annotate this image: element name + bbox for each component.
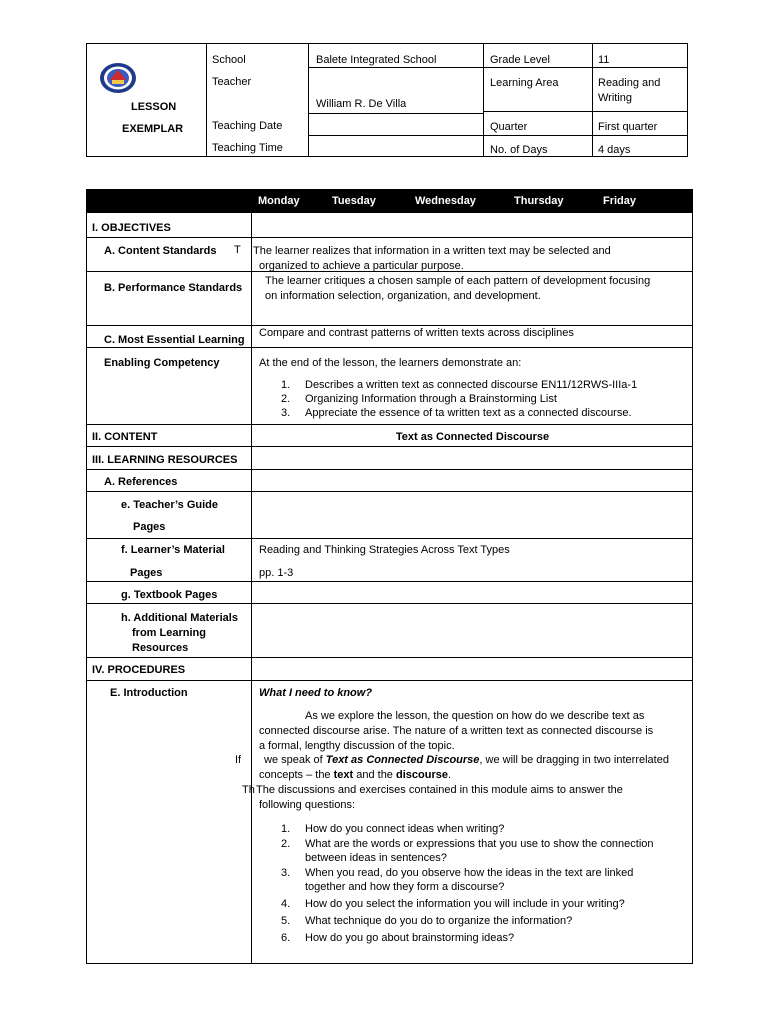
divider [86,491,693,492]
day-wednesday: Wednesday [415,195,476,207]
list-item: 3. When you read, do you observe how the ideas in the text are linked together and how they form a discourse? [281,867,634,893]
content-standards-label: A. Content Standards [104,245,217,257]
performance-standards-label: B. Performance Standards [104,282,243,294]
grade-level-label: Grade Level [490,54,550,66]
questions-list [281,822,691,945]
school-label: School [212,54,246,66]
day-friday: Friday [603,195,637,207]
day-tuesday: Tuesday [332,195,376,207]
objectives-heading: I. OBJECTIVES [92,222,171,234]
learners-material-value: Reading and Thinking Strategies Across Text Types [259,544,510,556]
learning-area-value: Writing [598,92,633,104]
day-thursday: Thursday [514,195,564,207]
paragraph-text: following questions: [259,799,356,811]
list-item: 2. Organizing Information through a Brainstorming List [281,393,557,405]
content-heading: II. CONTENT [92,431,158,443]
performance-standards-text: on information selection, organization, and development. [265,290,541,302]
divider [86,538,693,539]
divider [86,347,693,348]
divider [86,680,693,681]
teaching-time-label: Teaching Time [212,142,283,154]
list-item: 1. Describes a written text as connected discourse EN11/12RWS-IIIa-1 [281,379,638,391]
quarter-value: First quarter [598,121,658,133]
performance-standards-text: The learner critiques a chosen sample of each pattern of development focusing [265,275,651,287]
learning-area-value: Reading and [598,77,661,89]
teacher-value: William R. De Villa [316,98,407,110]
learners-material-pages-value: pp. 1-3 [259,567,294,579]
content-standards-text: The learner realizes that information in a written text may be selected and [253,245,611,257]
divider [483,43,484,157]
divider [86,237,693,238]
days-value: 4 days [598,144,631,156]
divider [86,469,693,470]
divider [592,43,593,157]
learners-material-pages-label: Pages [130,567,163,579]
enabling-label: Enabling Competency [104,357,220,369]
paragraph-text: The discussions and exercises contained in this module aims to answer the [256,784,623,796]
content-value: Text as Connected Discourse [395,431,550,443]
learning-area-label: Learning Area [490,77,559,89]
additional-materials-label: from Learning [132,627,206,639]
list-item: 6. How do you go about brainstorming ideas? [281,932,515,944]
stray-prefix: Th [242,784,255,796]
paragraph-text: a formal, lengthy discussion of the topic. [259,740,455,752]
divider [308,135,688,136]
list-item: 5. What technique do you do to organize the information? [281,915,573,927]
divider [308,113,483,114]
school-value: Balete Integrated School [316,54,437,66]
procedures-heading: IV. PROCEDURES [92,664,186,676]
quarter-label: Quarter [490,121,528,133]
divider [86,581,693,582]
paragraph-text: we speak of Text as Connected Discourse, we will be dragging in two interrelated [264,754,669,766]
day-monday: Monday [258,195,300,207]
list-item: 1. How do you connect ideas when writing? [281,823,505,835]
days-header-row [86,189,693,213]
list-item: 3. Appreciate the essence of ta written text as a connected discourse. [281,407,632,419]
teacher-label: Teacher [212,76,252,88]
melc-text: Compare and contrast patterns of written texts across disciplines [259,327,574,339]
list-item: 4. How do you select the information you will include in your writing? [281,898,625,910]
resources-heading: III. LEARNING RESOURCES [92,454,238,466]
divider [308,67,688,68]
introduction-title: What I need to know? [259,687,373,699]
stray-prefix: If [235,754,242,766]
divider [86,424,693,425]
lesson-label: LESSON [131,101,177,113]
textbook-pages-label: g. Textbook Pages [121,589,218,601]
exemplar-label: EXEMPLAR [122,123,184,135]
divider [308,43,309,157]
paragraph-text: concepts – the text and the discourse. [259,769,452,781]
paragraph-text: connected discourse arise. The nature of a written text as connected discourse is [259,725,654,737]
divider [86,446,693,447]
divider [86,603,693,604]
list-item: 2. What are the words or expressions that you use to show the connection between ideas in sentences? [281,838,654,864]
teaching-date-label: Teaching Date [212,120,283,132]
paragraph-text: As we explore the lesson, the question on how do we describe text as [305,710,645,722]
school-seal-icon [98,61,138,95]
introduction-label: E. Introduction [110,687,188,699]
divider [483,111,688,112]
teachers-guide-label: e. Teacher’s Guide [121,499,219,511]
enabling-intro: At the end of the lesson, the learners demonstrate an: [259,357,522,369]
grade-level-value: 11 [598,54,610,66]
learners-material-label: f. Learner’s Material [121,544,225,556]
content-standards-text: organized to achieve a particular purpose. [259,260,464,272]
divider [86,657,693,658]
teachers-guide-pages-label: Pages [133,521,166,533]
references-label: A. References [104,476,178,488]
divider [206,43,207,157]
stray-char: T [234,244,241,256]
enabling-list [281,378,637,420]
additional-materials-label: Resources [132,642,189,654]
days-label: No. of Days [490,144,548,156]
additional-materials-label: h. Additional Materials [121,612,238,624]
melc-label: C. Most Essential Learning [104,334,245,346]
